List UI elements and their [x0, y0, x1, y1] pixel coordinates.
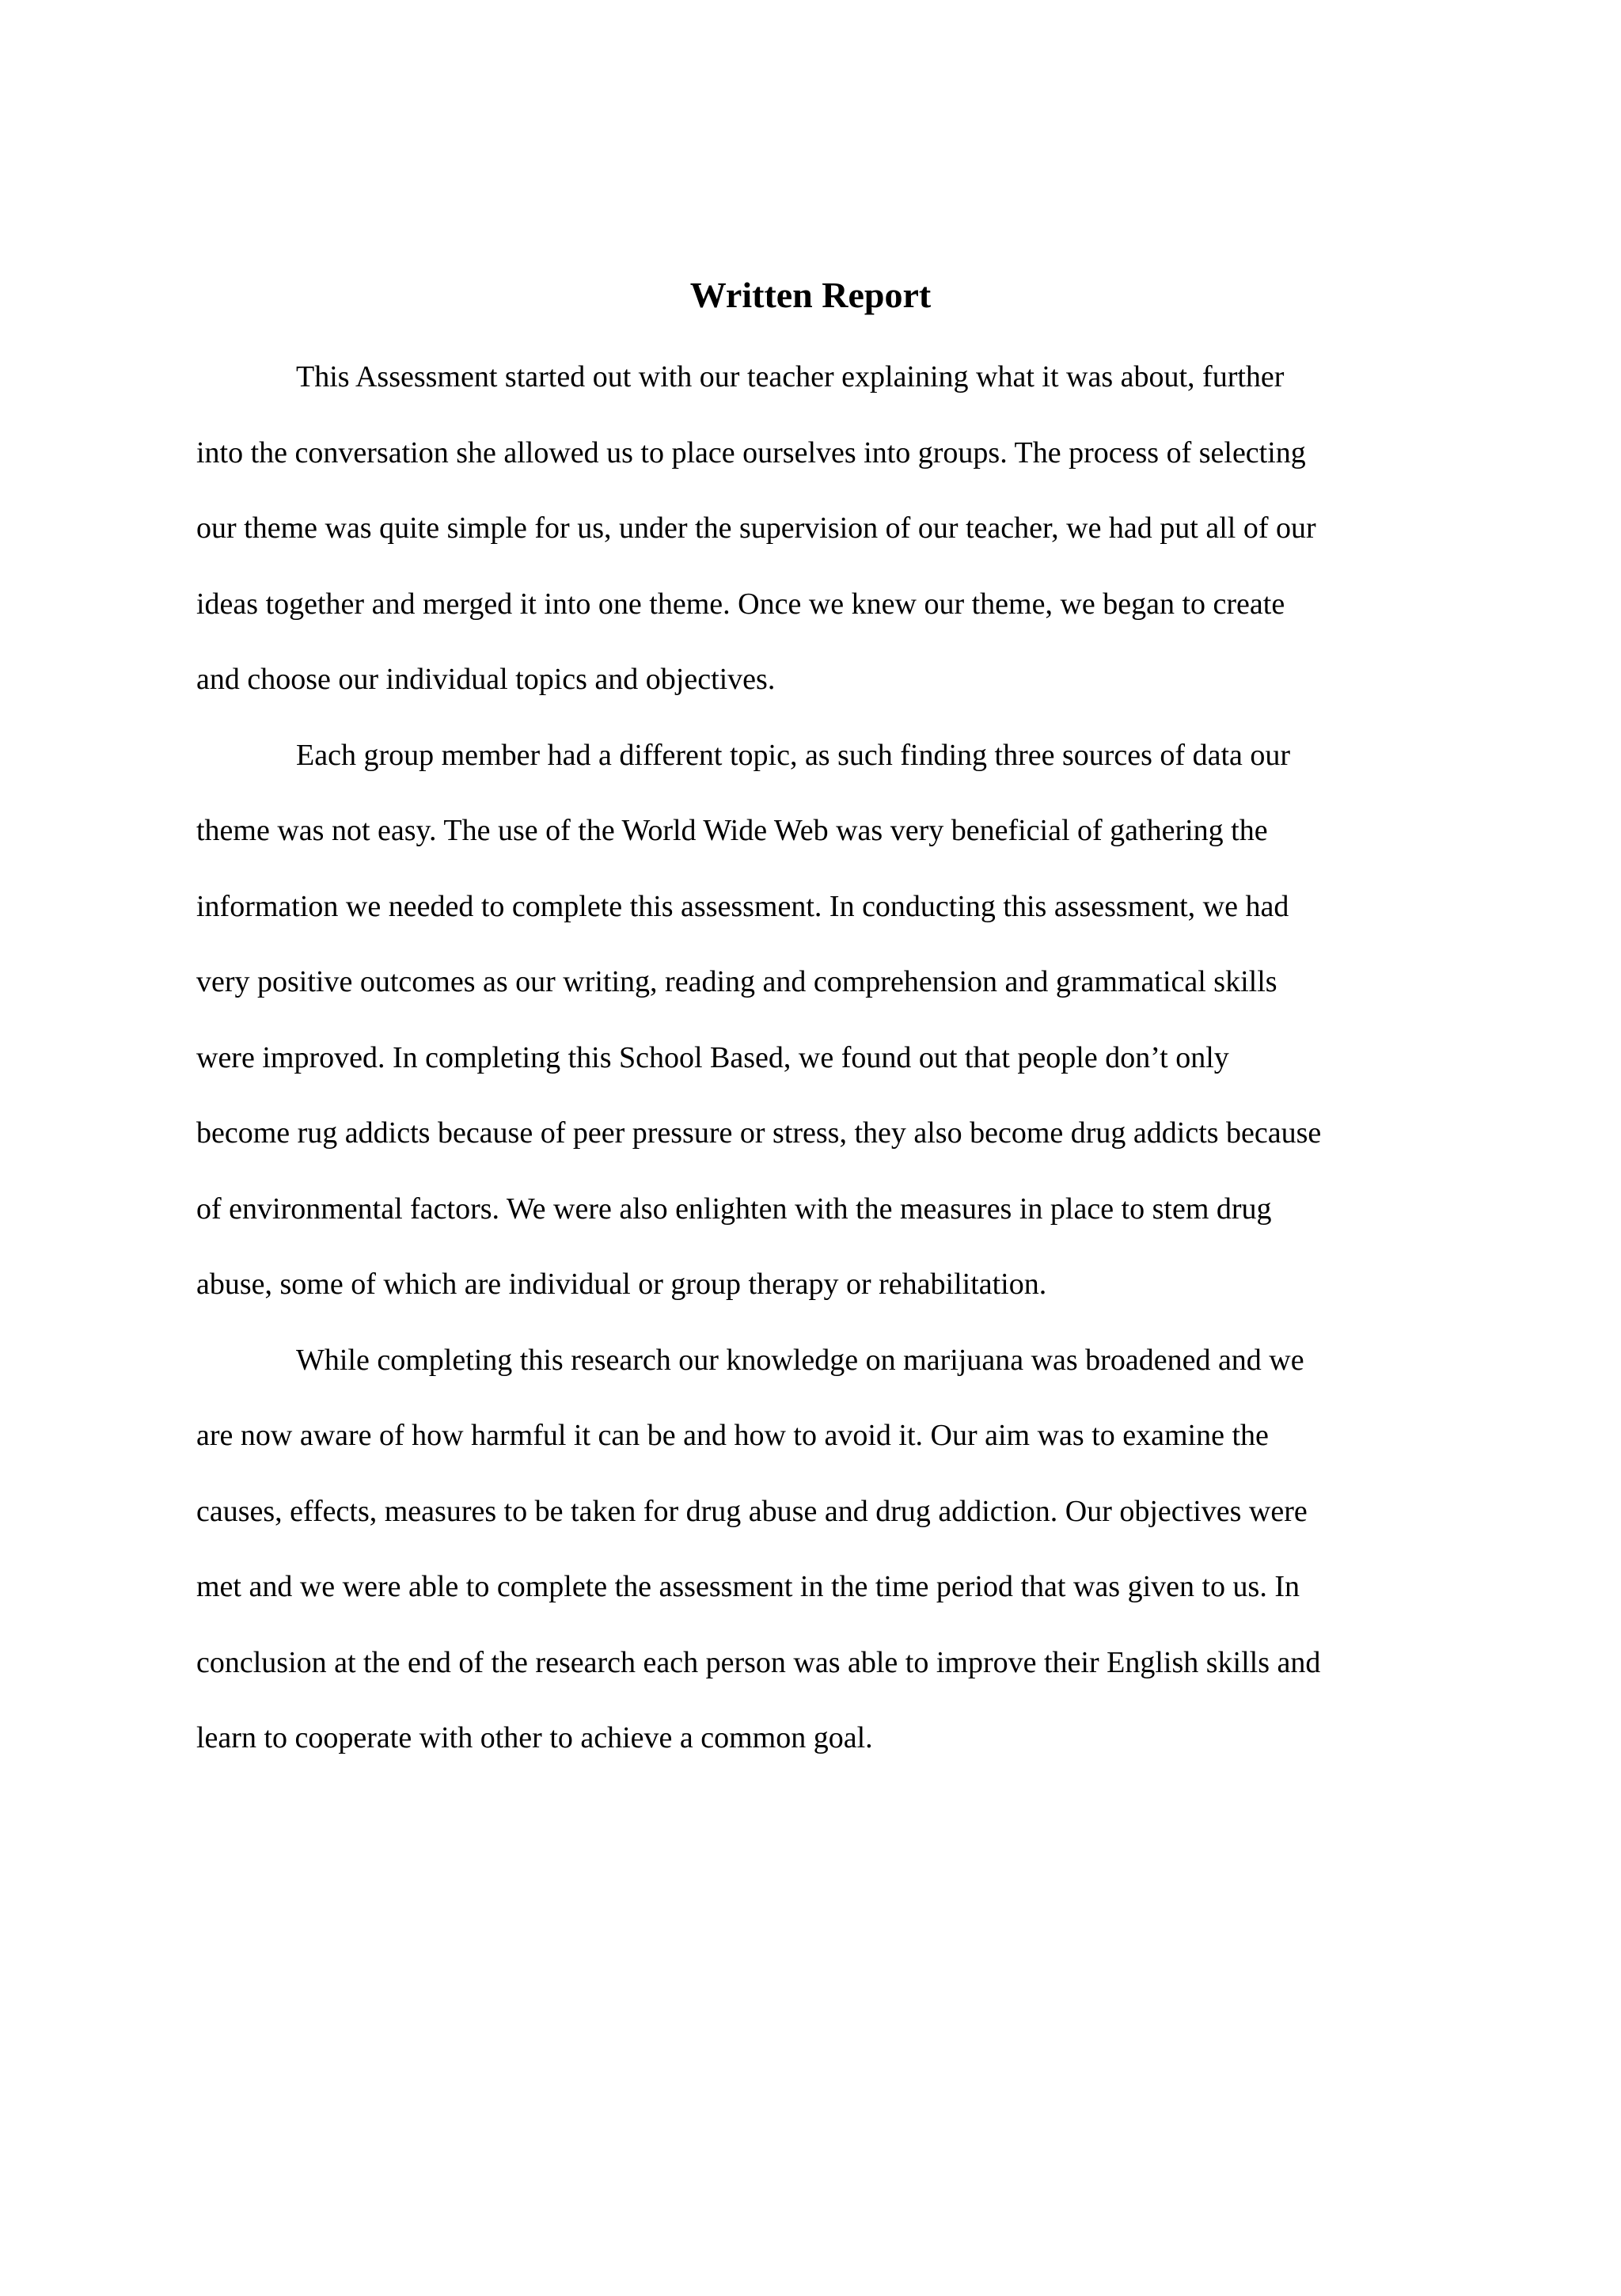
text-line: met and we were able to complete the assessment in the time period that was given to us. In	[196, 1570, 1300, 1603]
text-line: conclusion at the end of the research each person was able to improve their English skills and	[196, 1645, 1321, 1679]
text-line: information we needed to complete this assessment. In conducting this assessment, we had	[196, 889, 1289, 923]
text-line: very positive outcomes as our writing, reading and comprehension and grammatical skills	[196, 965, 1277, 998]
text-line: become rug addicts because of peer pressure or stress, they also become drug addicts because	[196, 1116, 1322, 1150]
text-line: of environmental factors. We were also enlighten with the measures in place to stem drug	[196, 1192, 1272, 1226]
text-line: theme was not easy. The use of the World Wide Web was very beneficial of gathering the	[196, 814, 1268, 847]
text-line: abuse, some of which are individual or group therapy or rehabilitation.	[196, 1268, 1047, 1301]
text-line: Each group member had a different topic, as such finding three sources of data our	[296, 738, 1291, 772]
text-line: our theme was quite simple for us, under the supervision of our teacher, we had put all of our	[196, 511, 1316, 545]
text-line: While completing this research our knowledge on marijuana was broadened and we	[296, 1343, 1304, 1377]
page-title: Written Report	[689, 275, 932, 315]
text-line: were improved. In completing this School Based, we found out that people don’t only	[196, 1040, 1229, 1074]
paragraph-1	[196, 353, 1431, 732]
text-line: are now aware of how harmful it can be and how to avoid it. Our aim was to examine the	[196, 1419, 1269, 1452]
text-line: learn to cooperate with other to achieve a common goal.	[196, 1721, 873, 1754]
text-line: causes, effects, measures to be taken for drug abuse and drug addiction. Our objectives were	[196, 1494, 1308, 1528]
document-body	[196, 353, 1431, 1790]
paragraph-3	[196, 1336, 1431, 1790]
text-line: This Assessment started out with our teacher explaining what it was about, further	[296, 360, 1285, 393]
text-line: into the conversation she allowed us to place ourselves into groups. The process of selecting	[196, 435, 1306, 469]
text-line: and choose our individual topics and objectives.	[196, 663, 776, 696]
paragraph-2	[196, 732, 1431, 1336]
text-line: ideas together and merged it into one theme. Once we knew our theme, we began to create	[196, 587, 1285, 621]
